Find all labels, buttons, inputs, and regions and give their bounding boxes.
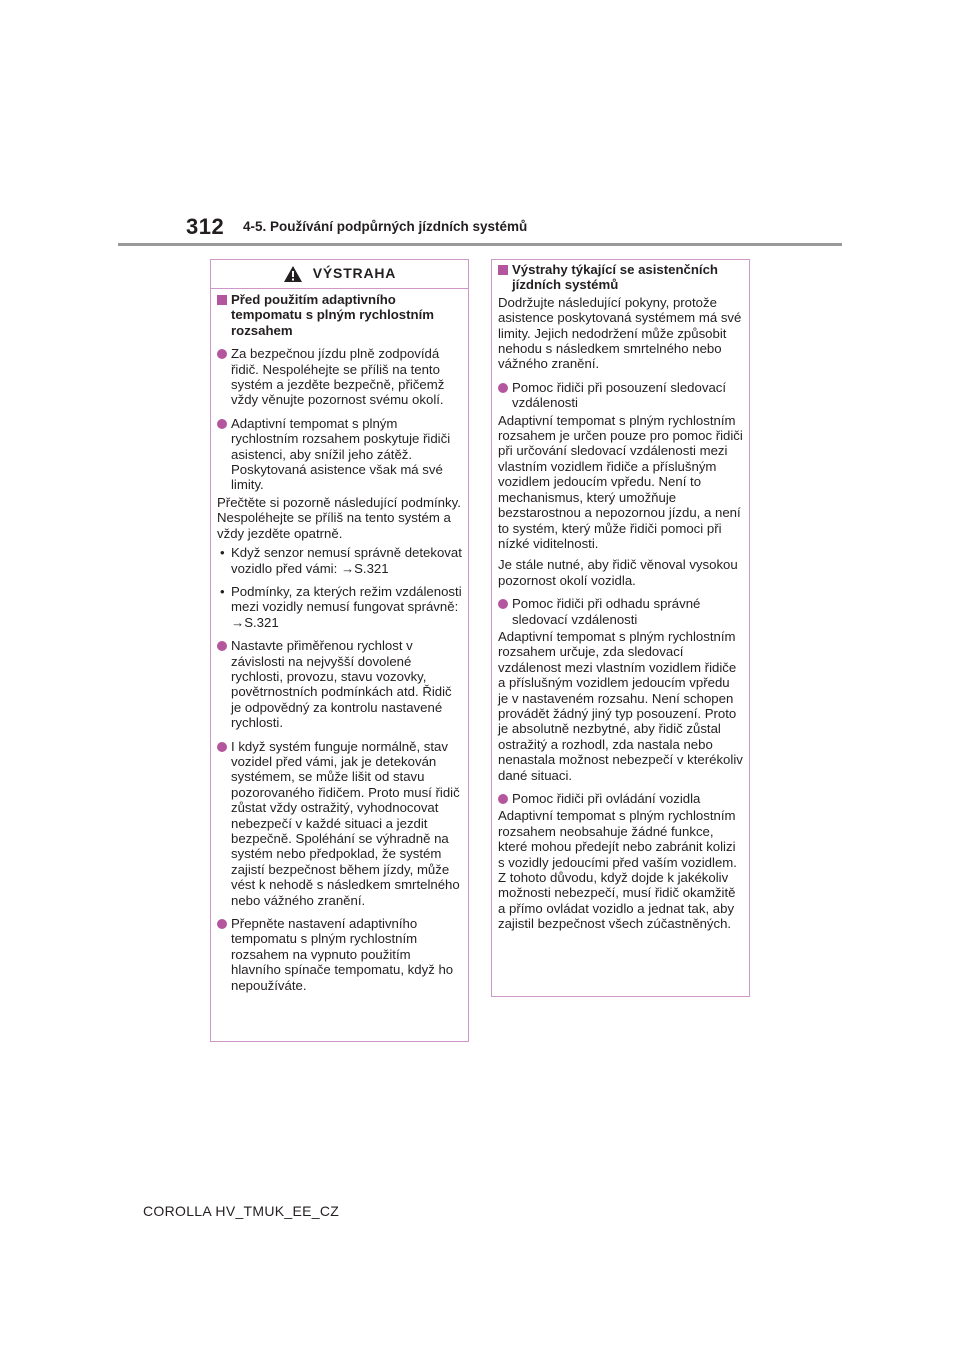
assist-paragraph: Dodržujte následující pokyny, protože asistence poskytovaná systémem má své limity. Jejich nedodržení může způsobit nehodu s následkem smrtelného nebo vážného zranění. bbox=[498, 294, 742, 372]
sub-bullet-icon: • bbox=[220, 583, 225, 599]
assist-bullet-text: Pomoc řidiči při posouzení sledovací vzdálenosti bbox=[512, 379, 727, 411]
warning-bullet-text: Přepněte nastavení adaptivního tempomatu s plným rychlostním rozsahem na vypnuto použitím hlavního spínače tempomatu, když ho nepoužíváte. bbox=[231, 916, 454, 993]
sub-bullet-icon: • bbox=[220, 545, 225, 561]
warning-sub-item bbox=[217, 584, 462, 630]
warning-bullet-text: Nastavte přiměřenou rychlost v závislosti na nejvyšší dovolené rychlosti, provozu, stavu vozovky, povětrnostních podmínkách atd. Řidič je odpovědný za kontrolu nastavené rychlosti. bbox=[231, 638, 452, 731]
footer-model-code: COROLLA HV_TMUK_EE_CZ bbox=[143, 1203, 340, 1219]
warning-bullet-text: Za bezpečnou jízdu plně zodpovídá řidič. Nespoléhejte se příliš na tento systém a jezděte bezpečně, přičemž vždy věnujte pozornost svému okolí. bbox=[231, 346, 445, 408]
warning-bullet bbox=[217, 916, 462, 993]
section-title: 4-5. Používání podpůrných jízdních systémů bbox=[243, 219, 528, 234]
circle-bullet-icon bbox=[217, 641, 227, 651]
assist-heading bbox=[498, 262, 743, 293]
warning-sub-item-text: Když senzor nemusí správně detekovat vozidlo před vámi: →S.321 bbox=[231, 545, 462, 576]
warning-bullet-text: Adaptivní tempomat s plným rychlostním rozsahem poskytuje řidiči asistenci, aby snížil jeho zátěž. Poskytovaná asistence však má své limity. bbox=[231, 415, 451, 493]
warning-bullet-text: I když systém funguje normálně, stav vozidel před vámi, jak je detekován systémem, se může lišit od stavu pozorovaného řidičem. Proto musí řidič zůstat vždy ostražitý, vyhodnocovat nebezpečí v každé situaci a jezdit bezpečně. Spoléhání se výhradně na systém nebo předpoklad, že systém zajistí bezpečnost během jízdy, může vést k nehodě s následkem smrtelného nebo vážného zranění. bbox=[231, 738, 460, 908]
assist-bullet bbox=[498, 596, 743, 627]
page-number: 312 bbox=[186, 214, 225, 239]
circle-bullet-icon bbox=[498, 383, 508, 393]
circle-bullet-icon bbox=[217, 742, 227, 752]
square-bullet-icon bbox=[217, 295, 227, 305]
assist-bullet bbox=[498, 791, 743, 806]
warning-paragraph: Přečtěte si pozorně následující podmínky. Nespoléhejte se příliš na tento systém a vždy jezděte opatrně. bbox=[217, 494, 461, 541]
assist-bullet bbox=[498, 380, 743, 411]
assist-paragraph: Adaptivní tempomat s plným rychlostním rozsahem určuje, zda sledovací vzdálenost mezi vlastním vozidlem řidiče a příslušným vozidlem jedoucím vpředu je v nastaveném rozsahu. Není schopen provádět žádný jiný typ posouzení. Proto je absolutně nezbytné, aby řidič zůstal ostražitý a rozhodl, zda nastala nebo nenastala možnost nebezpečí v kterékoliv dané situaci. bbox=[498, 628, 743, 783]
assist-paragraph: Adaptivní tempomat s plným rychlostním rozsahem je určen pouze pro pomoc řidiči při určování sledovací vzdálenosti mezi vlastním vozidlem řidiče a příslušným vozidlem jedoucím vpředu. Není to mechanismus, který umožňuje bezstarostnou a nepozornou jízdu, a není to systém, který může řidiči pomoci při nízké viditelnosti. bbox=[498, 412, 743, 551]
assist-bullet-text: Pomoc řidiči při odhadu správné sledovací vzdálenosti bbox=[512, 596, 701, 627]
warning-heading-text: Před použitím adaptivního tempomatu s plným rychlostním rozsahem bbox=[231, 292, 434, 338]
warning-bullet bbox=[217, 739, 462, 908]
assist-warnings-box bbox=[491, 259, 750, 997]
assist-paragraph: Adaptivní tempomat s plným rychlostním rozsahem neobsahuje žádné funkce, které mohou předejít nebo zabránit kolizi s vozidly jedoucími před vaším vozidlem. Z tohoto důvodu, když dojde k jakékoliv možnosti nebezpečí, musí řidič okamžitě a přímo ovládat vozidlo a jednat tak, aby zajistil bezpečnost všech zúčastněných. bbox=[498, 808, 737, 932]
circle-bullet-icon bbox=[217, 919, 227, 929]
warning-title: VÝSTRAHA bbox=[312, 265, 397, 282]
warning-bullet bbox=[217, 346, 462, 408]
assist-heading-text: Výstrahy týkající se asistenčních jízdních systémů bbox=[512, 262, 718, 293]
warning-header bbox=[211, 260, 468, 289]
warning-triangle-icon bbox=[283, 265, 303, 283]
warning-bullet bbox=[217, 638, 462, 730]
circle-bullet-icon bbox=[217, 349, 227, 359]
warning-box bbox=[210, 259, 469, 1042]
circle-bullet-icon bbox=[217, 419, 227, 429]
warning-content bbox=[211, 289, 468, 993]
warning-sub-item-text: Podmínky, za kterých režim vzdálenosti mezi vozidly nemusí fungovat správně: →S.321 bbox=[231, 583, 462, 630]
assist-paragraph: Je stále nutné, aby řidič věnoval vysokou pozornost okolí vozidla. bbox=[498, 557, 738, 588]
warning-bullet bbox=[217, 416, 462, 493]
square-bullet-icon bbox=[498, 265, 508, 275]
circle-bullet-icon bbox=[498, 599, 508, 609]
header-rule bbox=[118, 243, 842, 246]
assist-bullet-text: Pomoc řidiči při ovládání vozidla bbox=[512, 791, 701, 806]
warning-heading bbox=[217, 292, 462, 338]
circle-bullet-icon bbox=[498, 794, 508, 804]
warning-sub-item bbox=[217, 545, 462, 576]
